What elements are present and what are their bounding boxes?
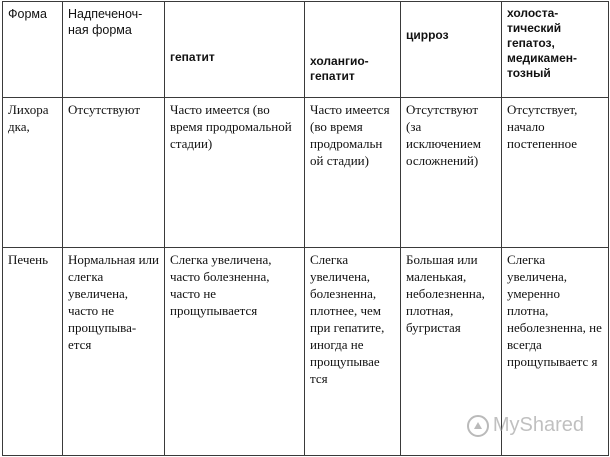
table-cell: Часто имеется (во время продромальн ой стадии) <box>305 98 401 248</box>
table-cell: Отсутствуют (за исключением осложнений) <box>401 98 502 248</box>
header-hepatitis: гепатит <box>165 2 305 98</box>
row-label-fever: Лихора дка, <box>3 98 63 248</box>
table-cell: Часто имеется (во время продромальной стадии) <box>165 98 305 248</box>
table-cell: Слегка увеличена, умеренно плотна, неболезненна, не всегда прощупываетс я <box>502 248 609 456</box>
jaundice-comparison-table <box>2 1 609 456</box>
header-cirrhosis: цирроз <box>401 2 502 98</box>
table-cell: Отсутствует, начало постепенное <box>502 98 609 248</box>
table-cell: Слегка увеличена, часто болезненна, часто не прощупывается <box>165 248 305 456</box>
myshared-logo-icon <box>467 415 489 437</box>
table-cell: Отсутствуют <box>63 98 165 248</box>
header-row <box>3 2 609 98</box>
header-cholestatic: холоста- тический гепатоз, медикамен- тозный <box>502 2 609 98</box>
row-label-liver: Печень <box>3 248 63 456</box>
table-cell: Слегка увеличена, болезненна, плотнее, чем при гепатите, иногда не прощупывае тся <box>305 248 401 456</box>
table-row-fever <box>3 98 609 248</box>
header-prehepatic: Надпеченоч- ная форма <box>63 2 165 98</box>
header-cholangiohepatitis: холангио- гепатит <box>305 2 401 98</box>
table-cell: Большая или маленькая, неболезненна, плотная, бугристая <box>401 248 502 456</box>
watermark <box>467 414 584 437</box>
header-form: Форма <box>3 2 63 98</box>
watermark-text: MyShared <box>492 414 584 436</box>
table-cell: Нормальная или слегка увеличена, часто не прощупыва- ется <box>63 248 165 456</box>
